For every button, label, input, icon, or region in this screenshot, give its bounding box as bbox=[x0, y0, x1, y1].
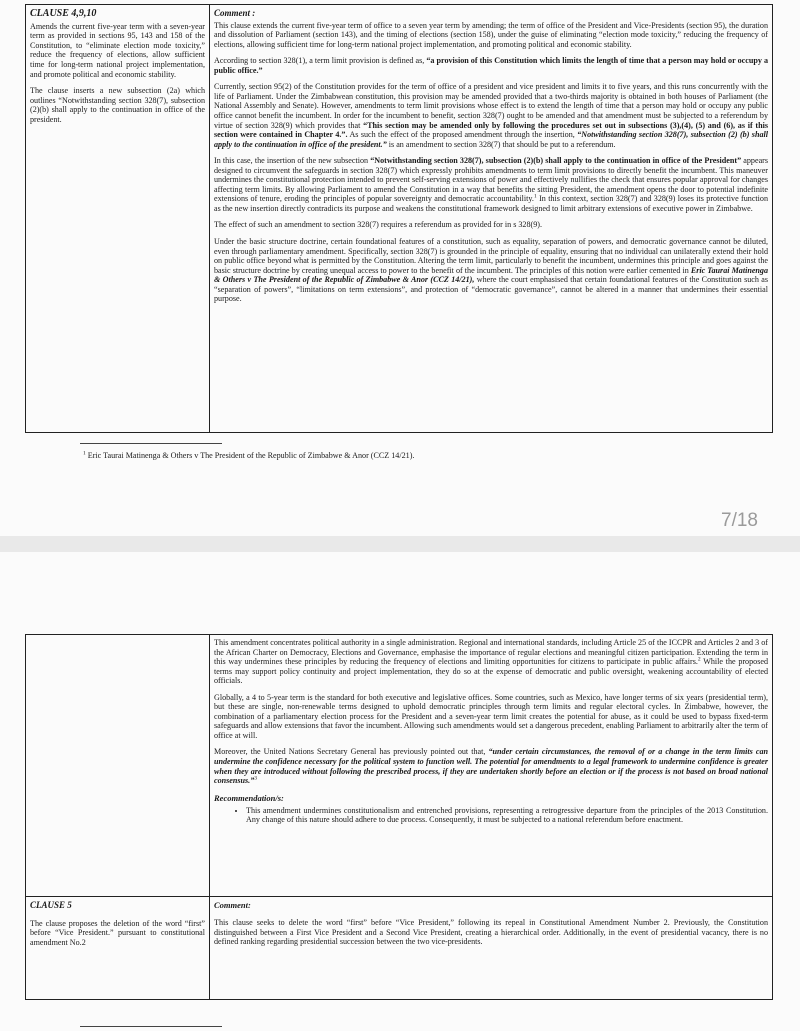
clause-column bbox=[26, 635, 210, 897]
clause-summary: Amends the current five-year term with a seven-year term as provided in sections 95, 143 and 158 of the Constitution, to “eliminate election mode toxicity,” reduce the frequency of elections, allow sufficient time for long-term national project implementation, and promote political and economic stability. bbox=[30, 21, 205, 79]
page-gap bbox=[0, 536, 800, 552]
clause-5-comment: This clause seeks to delete the word “first” before “Vice President,” following its repeal in Constitutional Amendment Number 2. Previously, the Constitution distinguished between a First Vice President and a Second Vice President, creating a hierarchical order. Additionally, in the event of presidential vacancy, there is no defined ranking regarding presidential succession between the two vice-presidents. bbox=[214, 918, 768, 947]
clause-4-9-10-continued-table bbox=[25, 634, 773, 1000]
clause-5-heading: CLAUSE 5 bbox=[30, 900, 72, 910]
comment-paragraph-9: Moreover, the United Nations Secretary General has previously pointed out that, “under certain circumstances, the removal of or a change in the term limits can undermine the confidence necessary for the political system to function well. The potential for amendments to a legal framework to undermine confidence is greater when they are introduced without following the prescribed process, if they are undertaken shortly before an election or if the process is not based on broad national consensus.”$^3$ bbox=[214, 747, 768, 786]
recommendation-item: • This amendment undermines constitutionalism and entrenched provisions, representing a retrogressive departure from the principles of the 2013 Constitution. Any change of this nature should adhere to due process. Consequently, it must be subjected to a national referendum before enactment. bbox=[246, 806, 768, 825]
footnote-ref-2[interactable]: 2 bbox=[697, 656, 701, 663]
document-page-8 bbox=[0, 552, 800, 1031]
comment-paragraph-5: The effect of such an amendment to section 328(7) requires a referendum as provided for in s 328(9). bbox=[214, 220, 542, 230]
comment-paragraph-6: Under the basic structure doctrine, certain foundational features of a constitution, such as equality, separation of powers, and democratic governance cannot be diluted, even through parliamentary amendment. Specifically, section 328(7) is grounded in the principle of equality, ensuring that no individual can unilaterally extend their hold on public office beyond what is permitted by the Constitution. Altering the term limit, particularly to benefit the incumbent, undermines this principle and goes against the basic structure doctrine by creating unequal access to power to the benefit of the incumbent. The principles of this notion were earlier cemented in Eric Taurai Matinenga & Others v The President of the Republic of Zimbabwe & Anor (CCZ 14/21), where the court emphasised that certain foundational features of the Constitution such as “separation of powers”, “limitations on term extensions”, and protection of “democratic governance”, cannot be altered in a manner that undermines their essential purpose. bbox=[214, 237, 769, 304]
recommendations-list bbox=[214, 806, 768, 825]
comment-column bbox=[210, 5, 773, 433]
footnote-1: $^1$ Eric Taurai Matinenga & Others v The President of the Republic of Zimbabwe & Anor (CCZ 14/21). bbox=[83, 450, 415, 460]
comment-paragraph-4: In this case, the insertion of the new subsection “Notwithstanding section 328(7), subsection (2)(b) shall apply to the continuation in office of the President” appears designed to circumvent the safeguards in section 328(7) which expressly prohibits amendments to term limit provisions to directly benefit the incumbent. This maneuver undermines the constitutional protection intended to prevent self-serving extensions of power and effectively nullifies the check that ensures popular approval for changes affecting term limits. By allowing Parliament to amend the Constitution in a way that benefits the sitting President, the amendment opens the door to potential indefinite extensions of tenure, eroding the principles of popular sovereignty and democratic accountability.$^1$ In this context, section 328(7) and 328(9) loses its protective function as the new insertion directly contradicts its purpose and weakens the constitutional framework designed to limit arbitrary extensions of executive power in Zimbabwe. bbox=[214, 156, 769, 213]
comment-paragraph-7: This amendment concentrates political authority in a single administration. Regional and international standards, including Article 25 of the ICCPR and Articles 2 and 3 of the African Charter on Democracy, Elections and Governance, emphasise the importance of regular elections and meaningful citizen participation. Extending the term in this way undermines these principles by reducing the frequency of elections and limiting opportunities for citizens to participate in public affairs.$^2$ While the proposed terms may support policy continuity and project implementation, they do so at the expense of democratic and public oversight, weakening accountability of elected officials. bbox=[214, 638, 768, 686]
page-number: 7/18 bbox=[721, 510, 758, 531]
comment-column bbox=[210, 635, 773, 897]
comment-paragraph-8: Globally, a 4 to 5-year term is the standard for both executive and legislative offices. Some countries, such as Mexico, have longer terms of six years (presidential term), but these are single, non-renewable terms designed to uphold democratic principles through term limits and regular electoral cycles. In Zimbabwe, however, the combination of a parliamentary election process for the President and a seven-year term limit creates the potential for abuse, as it could be used to bypass fixed-term safeguards and allow extensions that favor the incumbent. Allowing such amendments would set a dangerous precedent, enabling Parliament to arbitrarily alter the term of office at will. bbox=[214, 692, 768, 740]
clause-5-comment-column bbox=[210, 897, 773, 1000]
comment-heading: Comment : bbox=[214, 8, 256, 18]
footnote-separator bbox=[80, 443, 222, 444]
clause-5-comment-heading: Comment: bbox=[214, 900, 251, 910]
clause-4-9-10-table bbox=[25, 4, 773, 433]
comment-paragraph-1: This clause extends the current five-year term of office to a seven year term by amending; the term of office of the President and Vice-Presidents (section 95), the duration and dissolution of Parliament (section 143), and the timing of elections (section 158), under the guise of eliminating “election mode toxicity,” reducing the frequency of elections, allowing sufficient time for long-term national project implementation, and promoting political and economic stability. bbox=[214, 20, 768, 49]
footnote-ref-3[interactable]: 3 bbox=[254, 775, 258, 782]
footnote-separator bbox=[80, 1026, 222, 1027]
footnote-ref-1[interactable]: 1 bbox=[533, 193, 537, 200]
clause-insertion-note: The clause inserts a new subsection (2a) which outlines “Notwithstanding section 328(7), subsection (2)(b) shall apply to the continuation in office of the president. bbox=[30, 86, 205, 124]
clause-5-column bbox=[26, 897, 210, 1000]
comment-paragraph-3: Currently, section 95(2) of the Constitution provides for the term of office of a president and vice president and limits it to five years, and this runs concurrently with the life of Parliament. Under the Zimbabwean constitution, this provision may be amended provided that a two-thirds majority is obtained in both houses of Parliament (the National Assembly and Senate). However, amendments to term limit provisions whose effect is to extend the length of time that a person may hold or occupy any public office cannot benefit the incumbent. In order for the incumbent to benefit, section 328(7) ought to be amended and that amendment must be subjected to a referendum by virtue of section 328(9) which provides that “This section may be amended only by following the procedures set out in subsections (3),(4), (5) and (6), as if this section were contained in Chapter 4.”. As such the effect of the proposed amendment through the insertion, “Notwithstanding section 328(7), subsection (2) (b) shall apply to the continuation in office of the president.” is an amendment to section 328(7) that should be put to a referendum. bbox=[214, 82, 769, 149]
clause-column bbox=[26, 5, 210, 433]
clause-5-summary: The clause proposes the deletion of the word “first” before “Vice President.” pursuant to constitutional amendment No.2 bbox=[30, 918, 205, 947]
recommendations-heading: Recommendation/s: bbox=[214, 792, 284, 803]
comment-paragraph-2: According to section 328(1), a term limit provision is defined as, “a provision of this Constitution which limits the length of time that a person may hold or occupy a public office.” bbox=[214, 56, 768, 75]
clause-heading: CLAUSE 4,9,10 bbox=[30, 8, 97, 19]
